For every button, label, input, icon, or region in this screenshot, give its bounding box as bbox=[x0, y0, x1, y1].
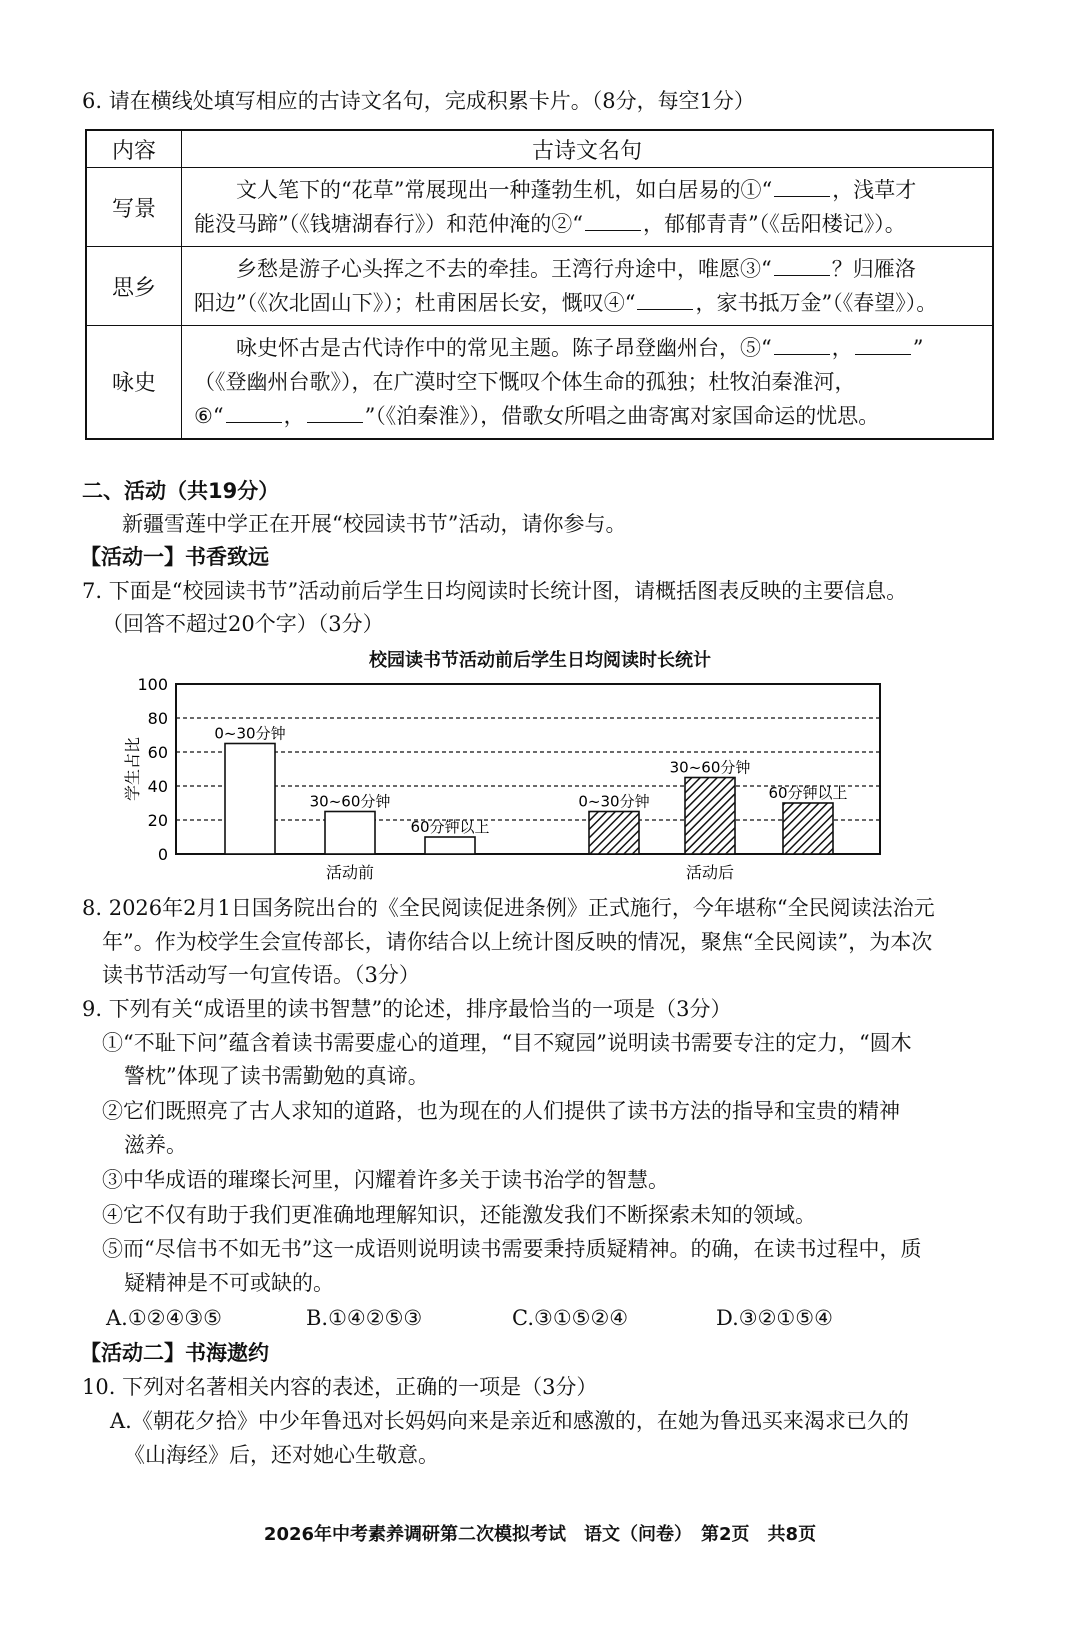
bar bbox=[589, 812, 639, 855]
y-axis-label: 学生占比 bbox=[123, 736, 142, 802]
bar bbox=[225, 744, 275, 855]
chart-title: 校园读书节活动前后学生日均阅读时长统计 bbox=[369, 650, 711, 671]
q8-line1: 8. 2026年2月1日国务院出台的《全民阅读促进条例》正式施行，今年堪称“全民阅读法治元 bbox=[82, 896, 935, 920]
activity1-heading: 【活动一】书香致远 bbox=[80, 545, 269, 569]
header-poems: 古诗文名句 bbox=[182, 130, 994, 168]
q6-title: 6. 请在横线处填写相应的古诗文名句，完成积累卡片。（8分，每空1分） bbox=[82, 89, 755, 113]
y-tick-label: 100 bbox=[137, 678, 168, 694]
accumulation-card-table bbox=[85, 129, 994, 440]
section2-intro: 新疆雪莲中学正在开展“校园读书节”活动，请你参与。 bbox=[122, 512, 627, 536]
q9-title: 9. 下列有关“成语里的读书智慧”的论述，排序最恰当的一项是（3分） bbox=[82, 997, 732, 1021]
bar bbox=[425, 837, 475, 854]
y-tick-label: 0 bbox=[157, 845, 168, 864]
y-tick-label: 80 bbox=[147, 709, 168, 728]
reading-time-chart bbox=[120, 678, 920, 888]
q9-sentence-3: ③中华成语的璀璨长河里，闪耀着许多关于读书治学的智慧。 bbox=[102, 1168, 669, 1192]
header-content: 内容 bbox=[86, 130, 182, 168]
bar bbox=[325, 812, 375, 855]
blank-1[interactable] bbox=[774, 178, 830, 197]
blank-6b[interactable] bbox=[307, 404, 363, 423]
bar bbox=[685, 778, 735, 855]
row-body: 咏史怀古是古代诗作中的常见主题。陈子昂登幽州台，⑤“ ， ” （《登幽州台歌》），在广漠时空下慨叹个体生命的孤独；杜牧泊秦淮河， ⑥“ ， ”（《泊秦淮》），借歌女所唱之曲寄寓对家国命运的忧思。 bbox=[182, 326, 994, 439]
y-tick-label: 40 bbox=[147, 777, 168, 796]
bar-label: 30~60分钟 bbox=[669, 758, 751, 777]
q9-sentence-1-cont: 警枕”体现了读书需勤勉的真谛。 bbox=[124, 1064, 429, 1088]
blank-5a[interactable] bbox=[774, 336, 830, 355]
bar-label: 60分钟以上 bbox=[410, 818, 490, 836]
q10-option-a[interactable]: A.《朝花夕拾》中少年鲁迅对长妈妈向来是亲近和感激的，在她为鲁迅买来渴求已久的 bbox=[110, 1409, 909, 1433]
y-tick-label: 20 bbox=[147, 811, 168, 830]
q9-option-b[interactable]: B.①④②⑤③ bbox=[306, 1306, 423, 1330]
blank-6a[interactable] bbox=[226, 404, 282, 423]
blank-5b[interactable] bbox=[855, 336, 911, 355]
q9-sentence-2-cont: 滋养。 bbox=[124, 1133, 187, 1157]
row-category: 咏史 bbox=[86, 326, 182, 439]
q8-line2: 年”。作为校学生会宣传部长，请你结合以上统计图反映的情况，聚焦“全民阅读”，为本次 bbox=[102, 930, 933, 954]
q9-sentence-2: ②它们既照亮了古人求知的道路，也为现在的人们提供了读书方法的指导和宝贵的精神 bbox=[102, 1099, 900, 1123]
row-body: 乡愁是游子心头挥之不去的牵挂。王湾行舟途中，唯愿③“ ？归雁洛 阳边”（《次北固山下》）；杜甫困居长安，慨叹④“ ，家书抵万金”（《春望》）。 bbox=[182, 247, 994, 326]
row-category: 思乡 bbox=[86, 247, 182, 326]
q9-sentence-5: ⑤而“尽信书不如无书”这一成语则说明读书需要秉持质疑精神。的确，在读书过程中，质 bbox=[102, 1237, 922, 1261]
bar-label: 0~30分钟 bbox=[214, 724, 286, 743]
q7-line1: 7. 下面是“校园读书节”活动前后学生日均阅读时长统计图，请概括图表反映的主要信息。 bbox=[82, 579, 908, 603]
activity2-heading: 【活动二】书海遨约 bbox=[80, 1341, 269, 1365]
q8-line3: 读书节活动写一句宣传语。（3分） bbox=[102, 963, 420, 987]
blank-3[interactable] bbox=[774, 257, 830, 276]
q7-line2: （回答不超过20个字）（3分） bbox=[102, 612, 384, 636]
bar-label: 0~30分钟 bbox=[578, 792, 650, 811]
blank-2[interactable] bbox=[585, 212, 641, 231]
blank-4[interactable] bbox=[637, 291, 693, 310]
page-footer: 2026年中考素养调研第二次模拟考试 语文（问卷） 第2页 共8页 bbox=[263, 1524, 817, 1545]
row-body: 文人笔下的“花草”常展现出一种蓬勃生机，如白居易的①“ ，浅草才 能没马蹄”（《钱塘湖春行》）和范仲淹的②“ ，郁郁青青”（《岳阳楼记》）。 bbox=[182, 168, 994, 247]
plot-frame bbox=[176, 684, 880, 854]
x-group-label: 活动后 bbox=[685, 863, 735, 882]
x-group-label: 活动前 bbox=[325, 863, 375, 882]
q10-option-a-cont: 《山海经》后，还对她心生敬意。 bbox=[124, 1443, 439, 1467]
section2-title: 二、活动（共19分） bbox=[82, 479, 280, 503]
bar-label: 60分钟以上 bbox=[768, 784, 848, 802]
bar bbox=[783, 803, 833, 854]
q9-sentence-4: ④它不仅有助于我们更准确地理解知识，还能激发我们不断探索未知的领域。 bbox=[102, 1203, 816, 1227]
q10-title: 10. 下列对名著相关内容的表述，正确的一项是（3分） bbox=[82, 1375, 598, 1399]
y-tick-label: 60 bbox=[147, 743, 168, 762]
q9-option-d[interactable]: D.③②①⑤④ bbox=[716, 1306, 833, 1330]
q9-option-a[interactable]: A.①②④③⑤ bbox=[106, 1306, 222, 1330]
q9-sentence-5-cont: 疑精神是不可或缺的。 bbox=[124, 1271, 334, 1295]
q9-option-c[interactable]: C.③①⑤②④ bbox=[512, 1306, 629, 1330]
bar-label: 30~60分钟 bbox=[309, 792, 391, 811]
row-category: 写景 bbox=[86, 168, 182, 247]
q9-sentence-1: ①“不耻下问”蕴含着读书需要虚心的道理，“目不窥园”说明读书需要专注的定力，“圆木 bbox=[102, 1031, 912, 1055]
